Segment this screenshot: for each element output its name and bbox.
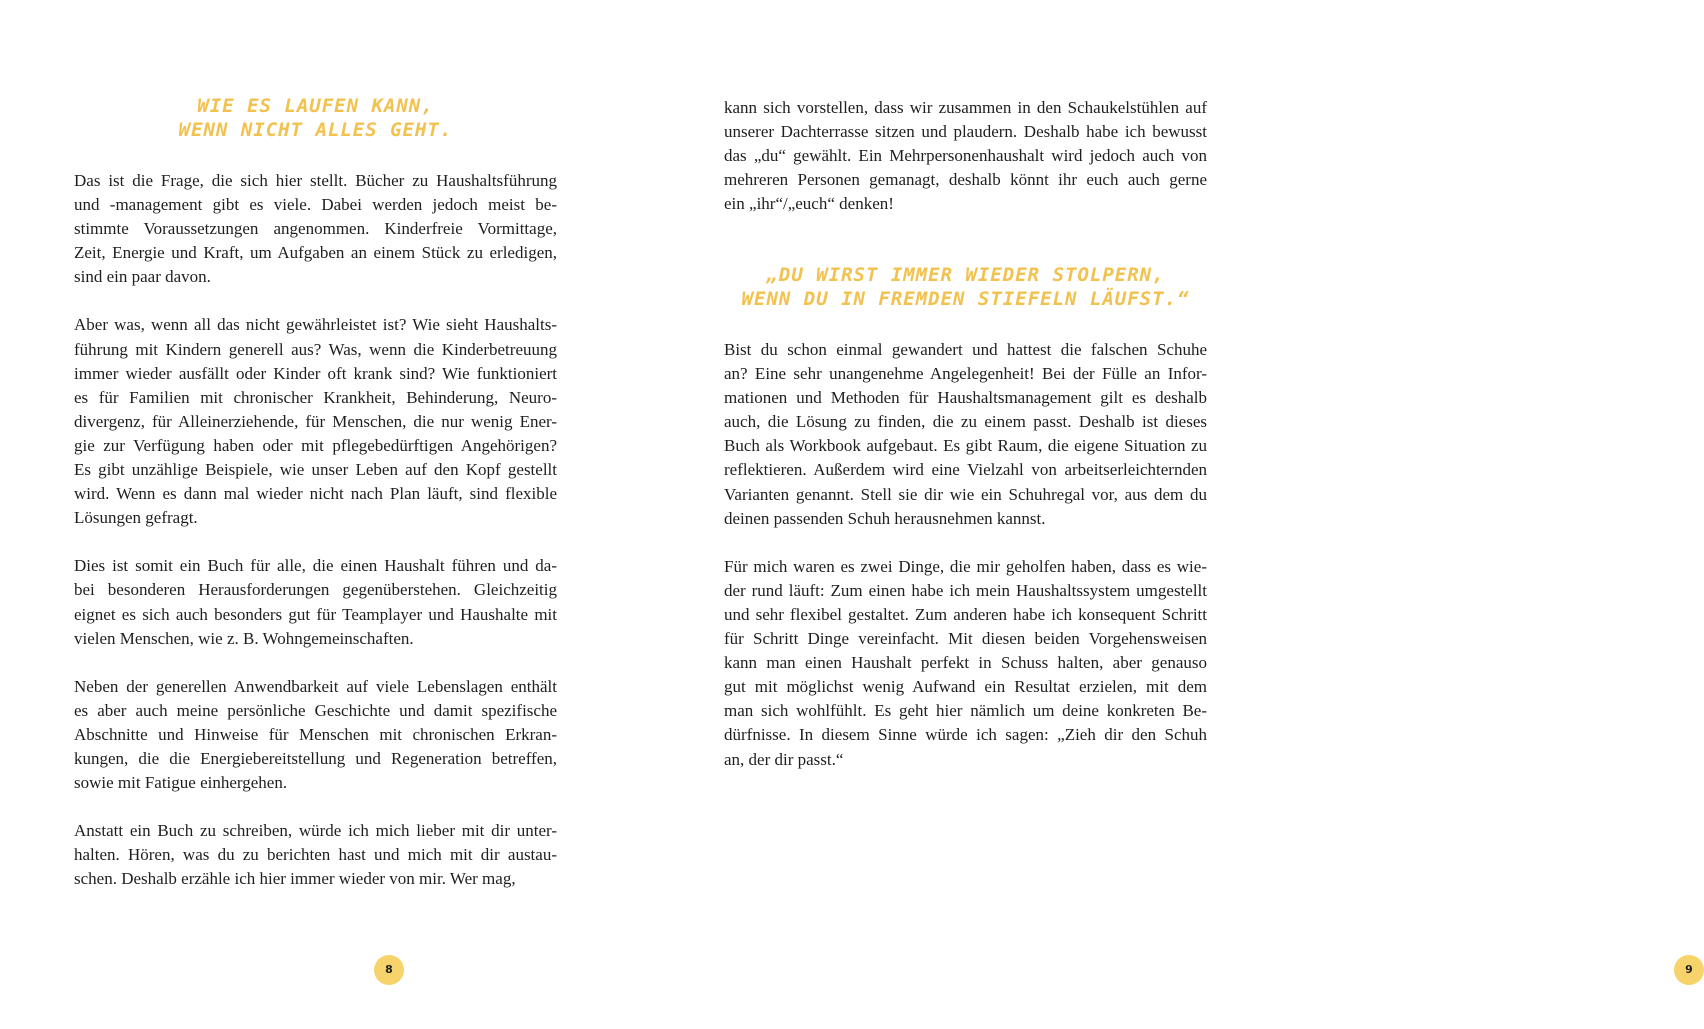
right-page (724, 0, 1693, 1029)
text-line: für Schritt Dinge vereinfacht. Mit diesen beiden Vorgehensweisen (724, 629, 1207, 649)
heading-line: WIE ES LAUFEN KANN, (197, 95, 434, 117)
text-line: es aber auch meine persönliche Geschichte und damit spezifische (74, 700, 557, 720)
left-page-heading (74, 94, 557, 142)
paragraph (74, 554, 557, 650)
text-line: gut mit möglichst wenig Aufwand ein Resultat erzielen, mit dem (724, 677, 1207, 697)
text-line: dürfnisse. In diesem Sinne würde ich sagen: „Zieh dir den Schuh (724, 725, 1207, 745)
text-line: Anstatt ein Buch zu schreiben, würde ich mich lieber mit dir unter- (74, 821, 557, 841)
text-line: kungen, die die Energiebereitstellung und Regeneration betreffen, (74, 748, 557, 768)
heading-line: WENN NICHT ALLES GEHT. (178, 119, 453, 141)
paragraph (74, 313, 557, 530)
text-line: vielen Menschen, wie z. B. Wohngemeinschaften. (74, 628, 414, 648)
text-line: schen. Deshalb erzähle ich hier immer wieder von mir. Wer mag, (74, 869, 516, 889)
text-line: auch, die Lösung zu finden, die zu einem passt. Deshalb ist dieses (724, 412, 1207, 432)
paragraph (724, 338, 1207, 531)
text-line: Das ist die Frage, die sich hier stellt. Bücher zu Haushaltsführung (74, 171, 557, 190)
text-line: es für Familien mit chronischer Krankheit, Behinderung, Neuro- (74, 387, 557, 407)
right-page-body (724, 338, 1207, 796)
text-line: Bist du schon einmal gewandert und hattest die falschen Schuhe (724, 340, 1207, 359)
left-page (74, 0, 557, 1029)
text-line: bei besonderen Herausforderungen gegenüberstehen. Gleichzeitig (74, 580, 557, 600)
text-line: ein „ihr“/„euch“ denken! (724, 194, 894, 214)
text-line: der rund läuft: Zum einen habe ich mein Haushaltssystem umgestellt (724, 580, 1207, 600)
text-line: halten. Hören, was du zu berichten hast und mich mit dir austau- (74, 845, 557, 865)
right-page-heading (724, 263, 1207, 311)
text-line: mationen und Methoden für Haushaltsmanagement gilt es deshalb (724, 388, 1207, 408)
text-line: Buch als Workbook aufgebaut. Es gibt Raum, die eigene Situation zu (724, 436, 1207, 456)
text-line: Varianten genannt. Stell sie dir wie ein Schuhregal vor, aus dem du (724, 484, 1207, 504)
text-line: Lösungen gefragt. (74, 508, 198, 528)
text-line: stimmte Voraussetzungen angenommen. Kinderfreie Vormittage, (74, 219, 557, 239)
heading-line: „DU WIRST IMMER WIEDER STOLPERN, (766, 264, 1165, 286)
text-line: wird. Wenn es dann mal wieder nicht nach Plan läuft, sind flexible (74, 484, 557, 504)
right-page-continuation (724, 96, 1207, 240)
text-line: an, der dir passt.“ (724, 749, 844, 769)
text-line: an? Eine sehr unangenehme Angelegenheit! Bei der Fülle an Infor- (724, 364, 1207, 384)
text-line: Es gibt unzählige Beispiele, wie unser Leben auf den Kopf gestellt (74, 460, 557, 480)
text-line: und -management gibt es viele. Dabei werden jedoch meist be- (74, 195, 557, 215)
paragraph (724, 96, 1207, 216)
text-line: Dies ist somit ein Buch für alle, die einen Haushalt führen und da- (74, 556, 557, 576)
text-line: mehreren Personen gemanagt, deshalb könnt ihr euch auch gerne (724, 170, 1207, 190)
left-page-body (74, 169, 557, 915)
text-line: kann man einen Haushalt perfekt in Schuss halten, aber genauso (724, 653, 1207, 673)
paragraph (74, 819, 557, 891)
text-line: divergenz, für Alleinerziehende, für Menschen, die nur wenig Ener- (74, 411, 557, 431)
text-line: führung mit Kindern generell aus? Was, wenn die Kinderbetreuung (74, 339, 557, 359)
text-line: kann sich vorstellen, dass wir zusammen in den Schaukelstühlen auf (724, 98, 1207, 117)
text-line: immer wieder ausfällt oder Kinder oft krank sind? Wie funktioniert (74, 363, 557, 383)
text-line: gie zur Verfügung haben oder mit pflegebedürftigen Angehörigen? (74, 435, 557, 455)
text-line: Abschnitte und Hinweise für Menschen mit chronischen Erkran- (74, 724, 557, 744)
text-line: eignet es sich auch besonders gut für Teamplayer und Haushalte mit (74, 604, 557, 624)
text-line: Neben der generellen Anwendbarkeit auf viele Lebenslagen enthält (74, 676, 557, 696)
page-number-badge: 9 (1674, 955, 1704, 985)
text-line: sowie mit Fatigue einhergehen. (74, 773, 288, 793)
text-line: das „du“ gewählt. Ein Mehrpersonenhaushalt wird jedoch auch von (724, 146, 1207, 166)
paragraph (74, 675, 557, 795)
text-line: deinen passenden Schuh herausnehmen kannst. (724, 508, 1046, 528)
text-line: und sehr flexibel gestaltet. Zum anderen habe ich konsequent Schritt (724, 604, 1207, 624)
text-line: Zeit, Energie und Kraft, um Aufgaben an einem Stück zu erledigen, (74, 243, 557, 263)
page-number-badge: 8 (374, 955, 404, 985)
text-line: man sich wohlfühlt. Es geht hier nämlich um deine konkreten Be- (724, 701, 1207, 721)
text-line: reflektieren. Außerdem wird eine Vielzahl von arbeitserleichternden (724, 460, 1207, 480)
text-line: unserer Dachterrasse sitzen und plaudern. Deshalb habe ich bewusst (724, 122, 1207, 142)
text-line: Aber was, wenn all das nicht gewährleistet ist? Wie sieht Haushalts- (74, 315, 557, 335)
heading-line: WENN DU IN FREMDEN STIEFELN LÄUFST.“ (741, 288, 1190, 310)
paragraph (724, 555, 1207, 772)
paragraph (74, 169, 557, 289)
text-line: Für mich waren es zwei Dinge, die mir geholfen haben, dass es wie- (724, 556, 1207, 576)
text-line: sind ein paar davon. (74, 267, 211, 287)
